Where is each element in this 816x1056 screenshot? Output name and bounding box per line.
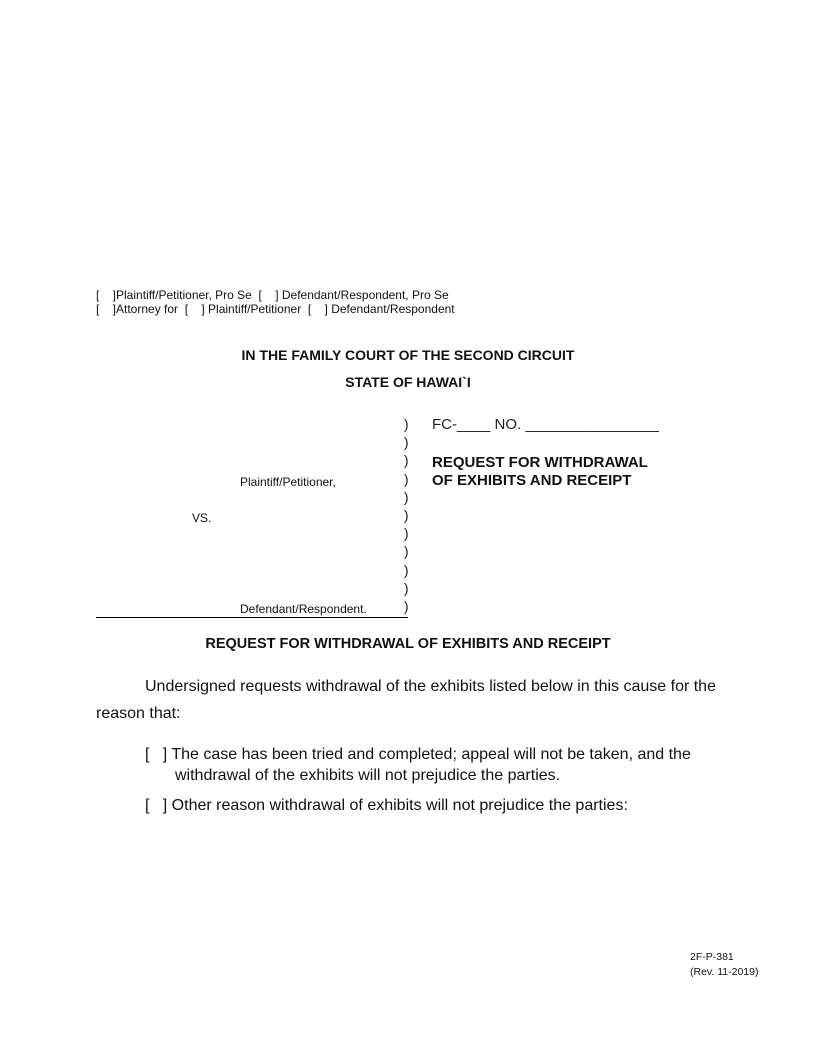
plaintiff-label: Plaintiff/Petitioner, xyxy=(240,475,336,489)
case-number-field[interactable]: FC-____ NO. ________________ xyxy=(432,416,659,433)
form-revision: (Rev. 11-2019) xyxy=(690,966,759,978)
form-number: 2F-P-381 xyxy=(690,951,734,963)
party-line-pro-se: [ ]Plaintiff/Petitioner, Pro Se [ ] Defendant/Respondent, Pro Se xyxy=(96,288,449,302)
paren: ) xyxy=(404,417,409,432)
paren: ) xyxy=(404,490,409,505)
paren: ) xyxy=(404,472,409,487)
paren: ) xyxy=(404,599,409,614)
court-name: IN THE FAMILY COURT OF THE SECOND CIRCUIT xyxy=(241,347,575,363)
section-heading: REQUEST FOR WITHDRAWAL OF EXHIBITS AND RECEIPT xyxy=(205,636,611,652)
paren: ) xyxy=(404,453,409,468)
doc-title-line1: REQUEST FOR WITHDRAWAL xyxy=(432,454,648,471)
intro-line2: reason that: xyxy=(96,705,181,722)
vs-label: VS. xyxy=(192,511,212,525)
paren: ) xyxy=(404,508,409,523)
paren: ) xyxy=(404,435,409,450)
option-tried-completed[interactable]: [ ] The case has been tried and completed; appeal will not be taken, and the xyxy=(145,746,691,763)
caption-underline xyxy=(96,617,408,618)
option-tried-completed-cont: withdrawal of the exhibits will not prejudice the parties. xyxy=(175,767,561,784)
paren: ) xyxy=(404,526,409,541)
defendant-label: Defendant/Respondent. xyxy=(240,602,367,616)
option-other-reason[interactable]: [ ] Other reason withdrawal of exhibits will not prejudice the parties: xyxy=(145,797,628,814)
paren: ) xyxy=(404,581,409,596)
intro-line1: Undersigned requests withdrawal of the exhibits listed below in this cause for the xyxy=(145,678,716,695)
doc-title-line2: OF EXHIBITS AND RECEIPT xyxy=(432,472,632,489)
party-line-attorney: [ ]Attorney for [ ] Plaintiff/Petitioner [ ] Defendant/Respondent xyxy=(96,302,455,316)
paren: ) xyxy=(404,563,409,578)
court-state: STATE OF HAWAI`I xyxy=(345,374,471,390)
paren: ) xyxy=(404,544,409,559)
